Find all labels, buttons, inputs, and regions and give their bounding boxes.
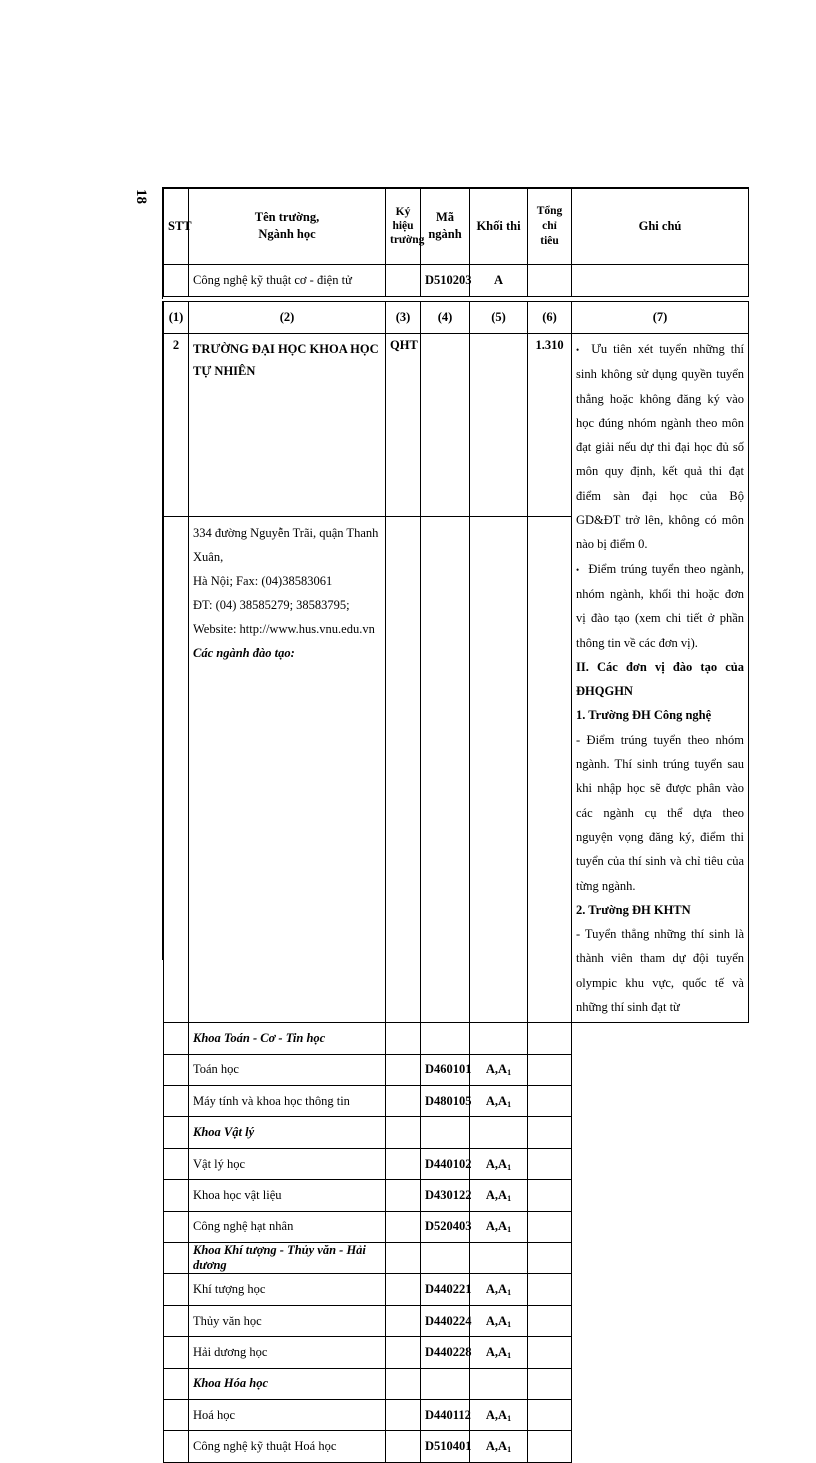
table-row [164,1086,749,1117]
major-code: D440112 [421,1400,470,1431]
table-row [164,1274,749,1305]
col-header-name: Tên trường, Ngành học [189,188,386,264]
note-subheading: 1. Trường ĐH Công nghệ [576,708,712,723]
note-heading: II. Các đơn vị đào tạo của ĐHQGHN [576,659,744,699]
school-name: TRƯỜNG ĐẠI HỌC KHOA HỌC TỰ NHIÊN [189,334,386,517]
major-name: Công nghệ kỹ thuật cơ - điện tử [189,264,386,296]
major-name: Thủy văn học [189,1305,386,1336]
major-name: Công nghệ hạt nhân [189,1211,386,1242]
col-number: (4) [421,302,470,334]
col-header-major-code: Mã ngành [421,188,470,264]
col-header-quota: Tổng chỉ tiêu [528,188,572,264]
major-code: D440224 [421,1305,470,1336]
exam-block: $A,A_1$ [470,1180,528,1211]
table-row [164,1054,749,1085]
major-name: Công nghệ kỹ thuật Hoá học [189,1431,386,1462]
table-row [164,1400,749,1431]
major-code: D460101 [421,1054,470,1085]
major-code: D430122 [421,1180,470,1211]
bullet-icon: • [576,345,580,355]
faculty-row [164,1023,749,1054]
exam-block: $A,A_1$ [470,1211,528,1242]
faculty-name: Khoa Toán - Cơ - Tin học [189,1023,386,1054]
col-header-stt: STT [164,188,189,264]
school-row [164,334,749,517]
table-row [164,264,749,296]
table-row [164,1211,749,1242]
major-name: Toán học [189,1054,386,1085]
table-row [164,1305,749,1336]
major-name: Khí tượng học [189,1274,386,1305]
header-table [163,187,749,297]
col-header-exam-block: Khối thi [470,188,528,264]
major-code: D520403 [421,1211,470,1242]
exam-block: $A,A_1$ [470,1337,528,1368]
table-row [164,1148,749,1179]
school-code: QHT [386,334,421,517]
faculty-name: Khoa Hóa học [189,1368,386,1399]
school-stt: 2 [164,334,189,517]
exam-block: $A,A_1$ [470,1148,528,1179]
exam-block: $A,A_1$ [470,1431,528,1462]
note-paragraph: Ưu tiên xét tuyển những thí sinh không sử dụng quyền tuyển thẳng hoặc không đăng ký vào học đúng nhóm ngành theo môn đạt giải nếu dự thi đại học đủ số môn quy định, kết quả thi đạt điểm sàn đại học của Bộ GD&ĐT trở lên, không có môn nào bị điểm 0. [576,342,744,552]
school-address: 334 đường Nguyễn Trãi, quận Thanh Xuân, Hà Nội; Fax: (04)38583061 ĐT: (04) 38585279; 38583795; Website: http://www.hus.vnu.edu.vn Các ngành đào tạo: [189,517,386,1023]
exam-block: $A,A_1$ [470,1305,528,1336]
exam-block: A [470,264,528,296]
major-code: D510203 [421,264,470,296]
notes-cell [572,334,749,1023]
page-number: 18 [133,189,149,204]
col-number: (6) [528,302,572,334]
faculty-row [164,1117,749,1148]
school-total-quota: 1.310 [528,334,572,517]
major-name: Máy tính và khoa học thông tin [189,1086,386,1117]
bullet-icon: • [576,564,580,575]
major-code: D480105 [421,1086,470,1117]
major-name: Hoá học [189,1400,386,1431]
note-paragraph: Điểm trúng tuyển theo ngành, nhóm ngành, khối thi hoặc đơn vị đào tạo (xem chi tiết ở phần thông tin về các đơn vị). [576,561,745,650]
col-number: (2) [189,302,386,334]
exam-block: $A,A_1$ [470,1400,528,1431]
table-row [164,1431,749,1462]
table-row [164,1337,749,1368]
column-number-row [164,302,749,334]
major-name: Vật lý học [189,1148,386,1179]
exam-block: $A,A_1$ [470,1086,528,1117]
note-paragraph: - Điểm trúng tuyển theo nhóm ngành. Thí sinh trúng tuyển sau khi nhập học sẽ được phân vào các ngành cụ thể dựa theo nguyện vọng đăng ký, điểm thi tuyển của thí sinh và chỉ tiêu của từng ngành. [576,732,744,893]
exam-block: $A,A_1$ [470,1054,528,1085]
major-code: D440102 [421,1148,470,1179]
col-number: (1) [164,302,189,334]
table-row [164,1180,749,1211]
col-number: (5) [470,302,528,334]
exam-block: $A,A_1$ [470,1274,528,1305]
note-paragraph: - Tuyển thẳng những thí sinh là thành viên tham dự đội tuyển olympic khu vực, quốc tế và những thí sinh đạt từ [576,927,744,1015]
col-header-school-code: Ký hiệu trường [386,188,421,264]
admissions-table [163,301,749,1463]
col-number: (3) [386,302,421,334]
major-code: D440221 [421,1274,470,1305]
programs-label: Các ngành đào tạo: [193,646,295,661]
major-name: Khoa học vật liệu [189,1180,386,1211]
col-number: (7) [572,302,749,334]
faculty-name: Khoa Vật lý [189,1117,386,1148]
col-header-notes: Ghi chú [572,188,749,264]
major-name: Hải dương học [189,1337,386,1368]
faculty-row [164,1243,749,1274]
faculty-row [164,1368,749,1399]
note-subheading: 2. Trường ĐH KHTN [576,902,691,917]
major-code: D510401 [421,1431,470,1462]
major-code: D440228 [421,1337,470,1368]
faculty-name: Khoa Khí tượng - Thủy văn - Hải dương [189,1243,386,1274]
